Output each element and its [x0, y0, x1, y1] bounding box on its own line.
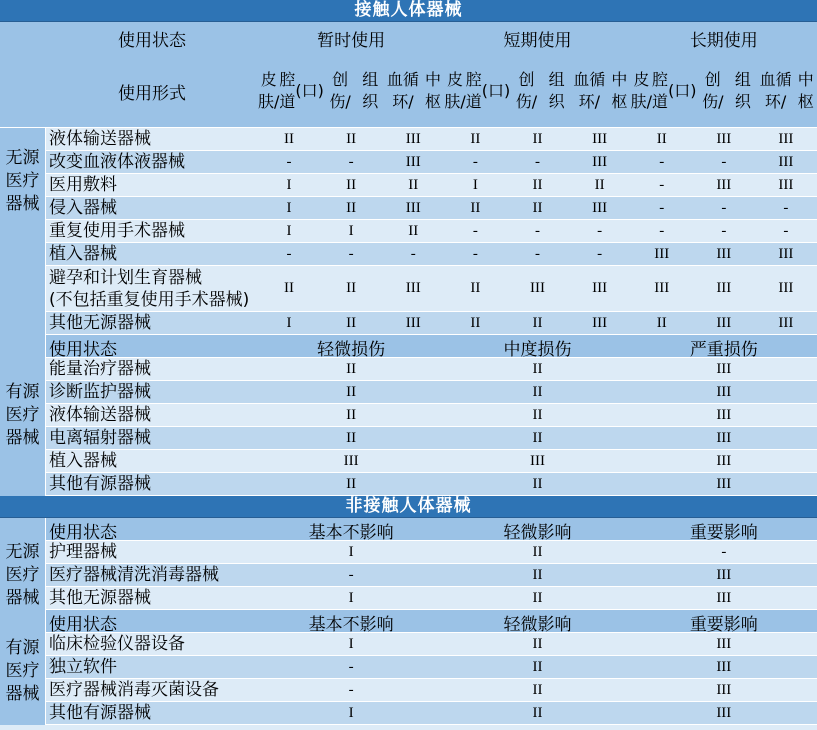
device-name-cell: 重复使用手术器械	[49, 221, 185, 241]
corner-cell	[0, 22, 46, 55]
group-label-passive: 无源 医疗 器械	[5, 148, 40, 214]
device-name-cell: 植入器械	[49, 451, 117, 471]
class-value-cell: -	[410, 245, 416, 262]
device-name-cell: 改变血液体液器械	[49, 152, 185, 172]
class-value-cell: II	[532, 543, 543, 560]
class-value-cell: II	[656, 130, 667, 147]
class-value-cell: -	[721, 153, 727, 170]
device-name-cell: 其他有源器械	[49, 703, 151, 723]
table-row	[46, 174, 817, 197]
class-value-cell: III	[716, 635, 732, 652]
device-name-cell: 液体输送器械	[49, 129, 151, 149]
class-value-cell: II	[408, 176, 419, 193]
impact-minor: 轻微影响	[503, 523, 572, 543]
table-row	[46, 633, 817, 656]
table-row	[46, 243, 817, 266]
contact-passive-rows	[46, 128, 817, 335]
class-value-cell: III	[716, 429, 732, 446]
impact-major: 重要影响	[689, 615, 758, 635]
table-row	[46, 473, 817, 496]
class-value-cell: III	[716, 360, 732, 377]
class-value-cell: -	[597, 245, 603, 262]
class-value-cell: III	[778, 280, 794, 296]
class-value-cell: III	[592, 314, 608, 331]
table-row	[46, 358, 817, 381]
class-value-cell: III	[529, 452, 545, 469]
contact-header-row-sites	[0, 55, 817, 127]
class-value-cell: II	[346, 429, 357, 446]
class-value-cell: -	[472, 222, 478, 239]
class-value-cell: II	[284, 280, 295, 296]
class-value-cell: III	[716, 681, 732, 698]
class-value-cell: III	[716, 566, 732, 583]
device-name-cell: 临床检验仪器设备	[49, 634, 185, 654]
class-value-cell: III	[778, 176, 794, 193]
class-value-cell: III	[778, 245, 794, 262]
device-name-cell: 其他无源器械	[49, 313, 151, 333]
group-label-passive: 无源 医疗 器械	[5, 542, 40, 608]
class-value-cell: III	[716, 245, 732, 262]
class-value-cell: II	[346, 360, 357, 377]
table-row	[46, 128, 817, 151]
class-value-cell: III	[778, 130, 794, 147]
device-name-cell: 诊断监护器械	[49, 382, 151, 402]
class-value-cell: -	[659, 199, 665, 216]
class-value-cell: -	[534, 245, 540, 262]
table-row	[46, 541, 817, 564]
class-value-cell: III	[716, 383, 732, 400]
table-row	[46, 404, 817, 427]
class-value-cell: III	[716, 452, 732, 469]
class-value-cell: II	[532, 360, 543, 377]
class-value-cell: II	[532, 406, 543, 423]
class-value-cell: -	[348, 245, 354, 262]
device-name-cell: 医用敷料	[49, 175, 117, 195]
use-state-label: 使用状态	[49, 340, 117, 360]
noncontact-active-rows	[46, 633, 817, 725]
device-name-cell: 护理器械	[49, 542, 117, 562]
contact-body	[0, 128, 817, 496]
class-value-cell: -	[721, 543, 727, 560]
site-header-cell: 血循环/ 中枢	[573, 70, 628, 111]
class-value-cell: II	[532, 429, 543, 446]
class-value-cell: II	[532, 130, 543, 147]
table-row	[46, 564, 817, 587]
class-value-cell: -	[472, 245, 478, 262]
class-value-cell: II	[532, 383, 543, 400]
table-row	[46, 151, 817, 174]
device-name-cell: 避孕和计划生育器械 (不包括重复使用手术器械)	[49, 267, 250, 310]
contact-header-row-durations	[0, 22, 817, 55]
class-value-cell: -	[534, 222, 540, 239]
class-value-cell: III	[716, 280, 732, 296]
class-value-cell: III	[405, 199, 421, 216]
class-value-cell: III	[716, 406, 732, 423]
group-label-active: 有源 医疗 器械	[5, 382, 40, 448]
use-state-label: 使用状态	[49, 615, 117, 635]
class-value-cell: II	[346, 383, 357, 400]
class-value-cell: -	[659, 153, 665, 170]
class-value-cell: III	[716, 704, 732, 721]
duration-temporary: 暂时使用	[317, 31, 386, 51]
impact-none: 基本不影响	[308, 523, 394, 543]
damage-severe: 严重损伤	[689, 340, 758, 360]
class-value-cell: III	[405, 280, 421, 296]
class-value-cell: II	[470, 280, 481, 296]
class-value-cell: -	[721, 199, 727, 216]
class-value-cell: III	[716, 658, 732, 675]
class-value-cell: -	[472, 153, 478, 170]
noncontact-section-title: 非接触人体器械	[0, 496, 817, 518]
class-value-cell: I	[348, 635, 354, 652]
table-row	[46, 220, 817, 243]
site-header-cell: 血循环/ 中枢	[759, 70, 814, 111]
device-name-cell: 医疗器械清洗消毒器械	[49, 565, 219, 585]
damage-minor: 轻微损伤	[317, 340, 386, 360]
class-value-cell: II	[532, 681, 543, 698]
device-name-cell: 医疗器械消毒灭菌设备	[49, 680, 219, 700]
table-row	[46, 312, 817, 335]
class-value-cell: II	[532, 176, 543, 193]
class-value-cell: III	[778, 153, 794, 170]
class-value-cell: III	[592, 280, 608, 296]
table-row	[46, 197, 817, 220]
device-name-cell: 其他有源器械	[49, 474, 151, 494]
class-value-cell: -	[348, 566, 354, 583]
class-value-cell: I	[286, 199, 292, 216]
table-row	[46, 587, 817, 610]
device-name-cell: 电离辐射器械	[49, 428, 151, 448]
duration-long-term: 长期使用	[689, 31, 758, 51]
class-value-cell: -	[348, 681, 354, 698]
class-value-cell: III	[592, 130, 608, 147]
corner-cell	[0, 55, 46, 127]
class-value-cell: III	[716, 589, 732, 606]
class-value-cell: I	[286, 176, 292, 193]
class-value-cell: II	[532, 475, 543, 492]
class-value-cell: III	[716, 176, 732, 193]
class-value-cell: III	[654, 280, 670, 296]
impact-none: 基本不影响	[308, 615, 394, 635]
noncontact-body	[0, 518, 817, 730]
device-name-cell: 其他无源器械	[49, 588, 151, 608]
class-value-cell: -	[721, 222, 727, 239]
contact-active-rows	[46, 358, 817, 496]
class-value-cell: III	[654, 245, 670, 262]
site-header-cell: 血循环/ 中枢	[386, 70, 442, 111]
class-value-cell: III	[778, 314, 794, 331]
class-value-cell: II	[470, 314, 481, 331]
device-name-cell: 能量治疗器械	[49, 359, 151, 379]
table-row	[46, 679, 817, 702]
impact-header-row	[46, 610, 817, 633]
site-header-cell: 创伤/ 组织	[329, 70, 379, 111]
site-header-cell: 皮肤/ 腔道 (口)	[630, 70, 697, 111]
bottom-strip	[0, 725, 817, 730]
class-value-cell: I	[348, 543, 354, 560]
site-header-cell: 创伤/ 组织	[702, 70, 751, 111]
class-value-cell: II	[346, 314, 357, 331]
class-value-cell: II	[532, 314, 543, 331]
class-value-cell: II	[408, 222, 419, 239]
table-row	[46, 702, 817, 725]
class-value-cell: III	[529, 280, 545, 296]
class-value-cell: III	[592, 153, 608, 170]
class-value-cell: III	[716, 314, 732, 331]
site-header-cell: 皮肤/ 腔道 (口)	[258, 70, 324, 111]
class-value-cell: -	[783, 222, 789, 239]
class-value-cell: I	[286, 314, 292, 331]
class-value-cell: II	[532, 566, 543, 583]
class-value-cell: -	[597, 222, 603, 239]
class-value-cell: III	[716, 475, 732, 492]
class-value-cell: III	[405, 153, 421, 170]
class-value-cell: I	[348, 704, 354, 721]
class-value-cell: II	[532, 704, 543, 721]
class-value-cell: II	[346, 280, 357, 296]
table-row	[46, 450, 817, 473]
contact-header	[0, 22, 817, 128]
class-value-cell: -	[286, 153, 292, 170]
damage-header-row	[46, 335, 817, 358]
damage-moderate: 中度损伤	[503, 340, 572, 360]
site-header-cell: 创伤/ 组织	[515, 70, 565, 111]
class-value-cell: II	[532, 199, 543, 216]
class-value-cell: -	[348, 658, 354, 675]
class-value-cell: I	[286, 222, 292, 239]
use-form-label: 使用形式	[118, 83, 186, 104]
class-value-cell: II	[346, 475, 357, 492]
class-value-cell: II	[532, 635, 543, 652]
class-value-cell: II	[284, 130, 295, 147]
class-value-cell: -	[286, 245, 292, 262]
class-value-cell: II	[346, 176, 357, 193]
duration-short-term: 短期使用	[503, 31, 572, 51]
class-value-cell: II	[532, 658, 543, 675]
class-value-cell: II	[532, 589, 543, 606]
class-value-cell: -	[659, 222, 665, 239]
use-state-label: 使用状态	[49, 523, 117, 543]
class-value-cell: II	[470, 130, 481, 147]
class-value-cell: III	[592, 199, 608, 216]
class-value-cell: I	[348, 222, 354, 239]
impact-major: 重要影响	[689, 523, 758, 543]
device-name-cell: 侵入器械	[49, 198, 117, 218]
class-value-cell: III	[343, 452, 359, 469]
class-value-cell: III	[405, 130, 421, 147]
table-row	[46, 427, 817, 450]
group-column	[0, 518, 45, 725]
impact-minor: 轻微影响	[503, 615, 572, 635]
group-label-active: 有源 医疗 器械	[5, 638, 40, 704]
contact-section-title: 接触人体器械	[0, 0, 817, 22]
table-row	[46, 381, 817, 404]
class-value-cell: III	[716, 130, 732, 147]
noncontact-passive-rows	[46, 541, 817, 610]
class-value-cell: -	[534, 153, 540, 170]
class-value-cell: III	[405, 314, 421, 331]
class-value-cell: II	[346, 406, 357, 423]
group-column	[0, 128, 45, 496]
class-value-cell: II	[594, 176, 605, 193]
device-name-cell: 液体输送器械	[49, 405, 151, 425]
table-row	[46, 656, 817, 679]
impact-header-row	[46, 518, 817, 541]
class-value-cell: -	[348, 153, 354, 170]
use-state-label: 使用状态	[118, 31, 186, 51]
class-value-cell: II	[470, 199, 481, 216]
class-value-cell: II	[346, 199, 357, 216]
device-name-cell: 植入器械	[49, 244, 117, 264]
class-value-cell: I	[348, 589, 354, 606]
class-value-cell: -	[783, 199, 789, 216]
class-value-cell: II	[656, 314, 667, 331]
site-header-cell: 皮肤/ 腔道 (口)	[444, 70, 511, 111]
class-value-cell: II	[346, 130, 357, 147]
table-row	[46, 266, 817, 312]
device-name-cell: 独立软件	[49, 657, 117, 677]
class-value-cell: I	[472, 176, 478, 193]
class-value-cell: -	[659, 176, 665, 193]
